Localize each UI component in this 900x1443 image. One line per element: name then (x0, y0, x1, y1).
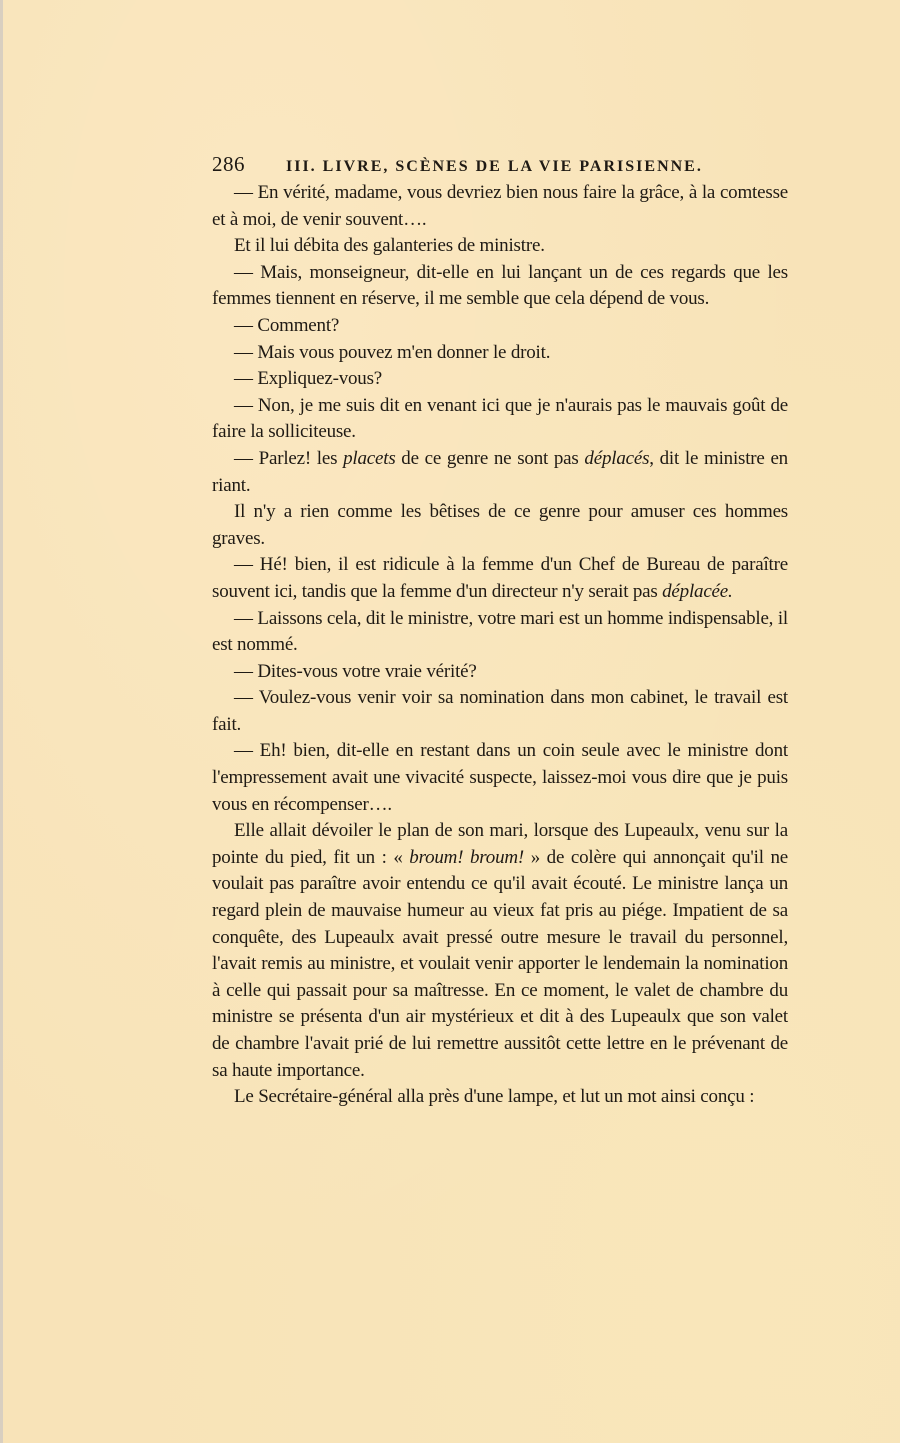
paragraph (212, 233, 788, 260)
paragraph (212, 738, 788, 818)
page-number: 286 (212, 152, 245, 176)
paragraph (212, 260, 788, 313)
italic-text: broum! broum! (409, 846, 525, 868)
paragraph (212, 366, 788, 393)
paragraph (212, 340, 788, 367)
text-segment: , dit le ministre en riant. (212, 447, 788, 496)
paragraph (212, 393, 788, 446)
text-segment: — Hé! bien, il est ridicule à la femme d'un Chef de Bureau de paraître souvent ici, tandis que la femme d'un directeur n'y serait pas (212, 554, 788, 602)
text-segment: — Voulez-vous venir voir sa nomination dans mon cabinet, le travail est fait. (212, 687, 788, 735)
italic-text: déplacée. (662, 580, 733, 602)
text-segment: » de colère qui annonçait qu'il ne voulait pas paraître avoir entendu ce qu'il avait écouté. Le ministre lança un regard plein de mauvaise humeur au vieux fat pris au piége. Impatient de sa conquête, des Lupeaulx avait pressé outre mesure le travail du personnel, l'avait remis au ministre, et voulait venir apporter le lendemain la nomination à celle qui passait pour sa maîtresse. En ce moment, le valet de chambre du ministre se présenta d'un air mystérieux et dit à des Lupeaulx que son valet de chambre l'avait prié de lui remettre aussitôt cette lettre en le prévenant de sa haute importance. (212, 846, 789, 1081)
paragraph (212, 313, 788, 340)
text-segment: Le Secrétaire-général alla près d'une lampe, et lut un mot ainsi conçu : (234, 1086, 755, 1108)
paragraph (212, 1084, 788, 1111)
paragraph (212, 446, 788, 499)
paragraph (212, 685, 788, 738)
paragraph (212, 180, 788, 233)
paragraph (212, 659, 788, 686)
text-segment: — En vérité, madame, vous devriez bien nous faire la grâce, à la comtesse et à moi, de venir souvent…. (212, 182, 788, 230)
text-segment: — Non, je me suis dit en venant ici que je n'aurais pas le mauvais goût de faire la solliciteuse. (212, 394, 788, 443)
text-segment: — Comment? (234, 314, 340, 336)
paragraph (212, 499, 788, 552)
text-segment: — Mais, monseigneur, dit-elle en lui lançant un de ces regards que les femmes tiennent en réserve, il me semble que cela dépend de vous. (212, 261, 788, 310)
running-title: III. LIVRE, SCÈNES DE LA VIE PARISIENNE. (286, 158, 703, 175)
text-segment: — Dites-vous votre vraie vérité? (234, 660, 477, 682)
text-segment: Il n'y a rien comme les bêtises de ce genre pour amuser ces hommes graves. (212, 501, 788, 549)
text-segment: — Parlez! les (234, 447, 344, 469)
paragraph (212, 818, 788, 1084)
paragraph (212, 552, 788, 605)
text-segment: — Laissons cela, dit le ministre, votre mari est un homme indispensable, il est nommé. (212, 607, 788, 656)
body-text (212, 180, 788, 1111)
text-segment: — Mais vous pouvez m'en donner le droit. (234, 341, 551, 363)
text-segment: — Expliquez-vous? (234, 368, 383, 390)
page-edge (0, 0, 3, 1443)
text-segment: Elle allait dévoiler le plan de son mari, lorsque des Lupeaulx, venu sur la pointe du pied, fit un : « (212, 820, 788, 868)
text-segment: de ce genre ne sont pas (395, 447, 585, 469)
italic-text: placets (343, 447, 396, 469)
running-head (212, 152, 788, 177)
text-segment: Et il lui débita des galanteries de ministre. (234, 235, 545, 257)
italic-text: déplacés (584, 447, 650, 469)
paragraph (212, 606, 788, 659)
text-segment: — Eh! bien, dit-elle en restant dans un coin seule avec le ministre dont l'empressement avait une vivacité suspecte, laissez-moi vous dire que je puis vous en récompenser…. (212, 740, 788, 815)
